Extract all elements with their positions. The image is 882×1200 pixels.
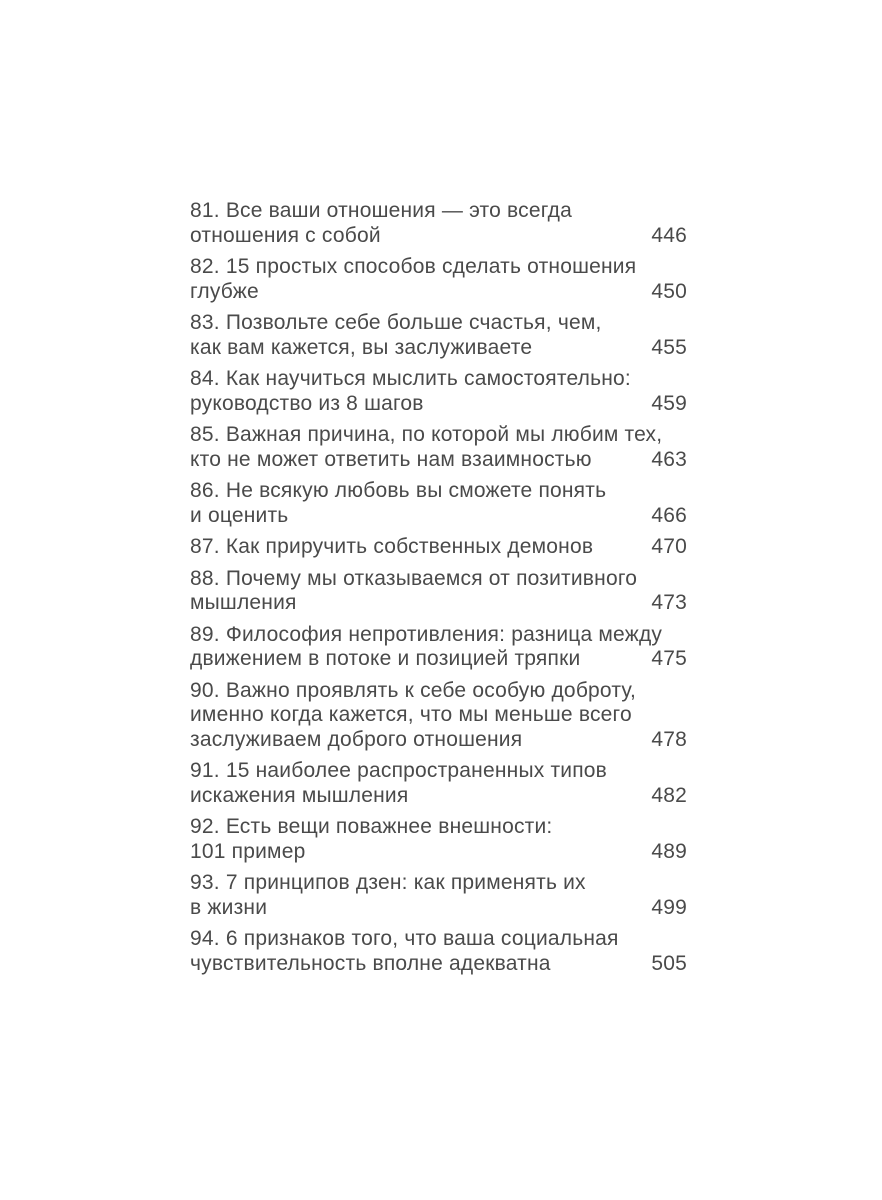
toc-entry-title-text: 84. Как научиться мыслить самостоятельно: xyxy=(190,367,631,390)
toc-entry-last-line xyxy=(190,896,687,921)
toc-entry-page-number: 505 xyxy=(651,951,687,975)
toc-entry-title-text: 85. Важная причина, по которой мы любим тех, xyxy=(190,423,663,446)
toc-entry xyxy=(190,199,687,248)
toc-entry-last-line xyxy=(190,280,687,305)
toc-entry-page-number: 463 xyxy=(651,447,687,471)
toc-entry-page-number: 473 xyxy=(651,591,687,614)
toc-entry-line xyxy=(190,871,687,896)
toc-entry-line xyxy=(190,623,687,648)
toc-entry-title-text: 93. 7 принципов дзен: как применять их xyxy=(190,871,586,894)
toc-entry xyxy=(190,367,687,416)
toc-entry-title-text: 90. Важно проявлять к себе особую доброту, xyxy=(190,678,637,702)
toc-entry-title-text: 83. Позвольте себе больше счастья, чем, xyxy=(190,311,602,334)
toc-entry-last-line xyxy=(190,591,687,616)
toc-entry-last-line xyxy=(190,392,687,417)
toc-entry-page-number: 482 xyxy=(651,783,687,807)
table-of-contents xyxy=(190,199,687,976)
toc-entry-line xyxy=(190,423,687,448)
toc-entry xyxy=(190,759,687,808)
toc-entry-last-line xyxy=(190,728,687,753)
toc-entry-line xyxy=(190,567,687,592)
toc-entry xyxy=(190,479,687,528)
toc-entry-last-line xyxy=(190,840,687,865)
toc-entry-line xyxy=(190,255,687,280)
toc-entry xyxy=(190,871,687,920)
toc-entry-title-text: 88. Почему мы отказываемся от позитивного xyxy=(190,566,638,590)
toc-entry-title-text: 81. Все ваши отношения — это всегда xyxy=(190,199,572,222)
toc-entry-line xyxy=(190,927,687,952)
toc-entry-line xyxy=(190,479,687,504)
toc-entry-title-text: искажения мышления xyxy=(190,783,409,807)
toc-entry-page-number: 478 xyxy=(651,727,687,751)
toc-entry-title-text: 89. Философия непротивления: разница между xyxy=(190,622,663,646)
toc-entry-line xyxy=(190,679,687,704)
toc-entry xyxy=(190,815,687,864)
toc-entry-line xyxy=(190,311,687,336)
toc-entry xyxy=(190,679,687,753)
toc-entry-page-number: 470 xyxy=(651,535,687,558)
toc-entry-last-line xyxy=(190,504,687,529)
toc-entry-last-line xyxy=(190,336,687,361)
toc-entry xyxy=(190,311,687,360)
toc-entry-title-text: кто не может ответить нам взаимностью xyxy=(190,447,592,471)
toc-entry-page-number: 450 xyxy=(651,279,687,303)
toc-entry-line xyxy=(190,759,687,784)
toc-entry-title-text: 92. Есть вещи поважнее внешности: xyxy=(190,815,553,838)
toc-entry-title-text: чувствительность вполне адекватна xyxy=(190,951,551,975)
toc-entry-last-line xyxy=(190,647,687,672)
toc-entry-page-number: 455 xyxy=(651,335,687,359)
toc-entry-title-text: 86. Не всякую любовь вы сможете понять xyxy=(190,479,607,502)
toc-entry-title-text: руководство из 8 шагов xyxy=(190,391,424,415)
toc-entry-title-text: и оценить xyxy=(190,503,289,527)
toc-entry-title-text: 94. 6 признаков того, что ваша социальная xyxy=(190,927,619,950)
toc-entry-line xyxy=(190,199,687,224)
toc-entry-title-text: 101 пример xyxy=(190,839,306,863)
toc-entry-title-text: мышления xyxy=(190,591,297,614)
toc-entry xyxy=(190,567,687,616)
toc-entry-page-number: 475 xyxy=(651,647,687,670)
toc-entry-title-text: заслуживаем доброго отношения xyxy=(190,727,523,751)
toc-entry-title-text: 91. 15 наиболее распространенных типов xyxy=(190,759,608,782)
toc-entry-line xyxy=(190,703,687,728)
toc-entry-title-text: движением в потоке и позицией тряпки xyxy=(190,647,581,670)
toc-entry xyxy=(190,255,687,304)
toc-entry-last-line xyxy=(190,952,687,977)
toc-entry-page-number: 459 xyxy=(651,391,687,415)
toc-entry-title-text: отношения с собой xyxy=(190,223,381,247)
toc-entry-page-number: 489 xyxy=(651,839,687,863)
toc-entry-line xyxy=(190,367,687,392)
toc-entry-title-text: 87. Как приручить собственных демонов xyxy=(190,535,594,558)
toc-entry-title-text: именно когда кажется, что мы меньше всего xyxy=(190,703,632,726)
toc-entry xyxy=(190,623,687,672)
toc-entry-page-number: 446 xyxy=(651,223,687,247)
toc-entry xyxy=(190,423,687,472)
toc-entry xyxy=(190,927,687,976)
toc-entry-title-text: как вам кажется, вы заслуживаете xyxy=(190,335,533,359)
toc-entry xyxy=(190,535,687,560)
toc-entry-last-line xyxy=(190,448,687,473)
toc-entry-title-text: 82. 15 простых способов сделать отношения xyxy=(190,255,637,278)
toc-entry-last-line xyxy=(190,784,687,809)
toc-entry-title-text: глубже xyxy=(190,279,259,303)
toc-entry-page-number: 499 xyxy=(651,895,687,919)
toc-entry-title-text: в жизни xyxy=(190,895,268,919)
toc-entry-last-line xyxy=(190,224,687,249)
toc-entry-last-line xyxy=(190,535,687,560)
toc-entry-line xyxy=(190,815,687,840)
toc-entry-page-number: 466 xyxy=(651,503,687,527)
